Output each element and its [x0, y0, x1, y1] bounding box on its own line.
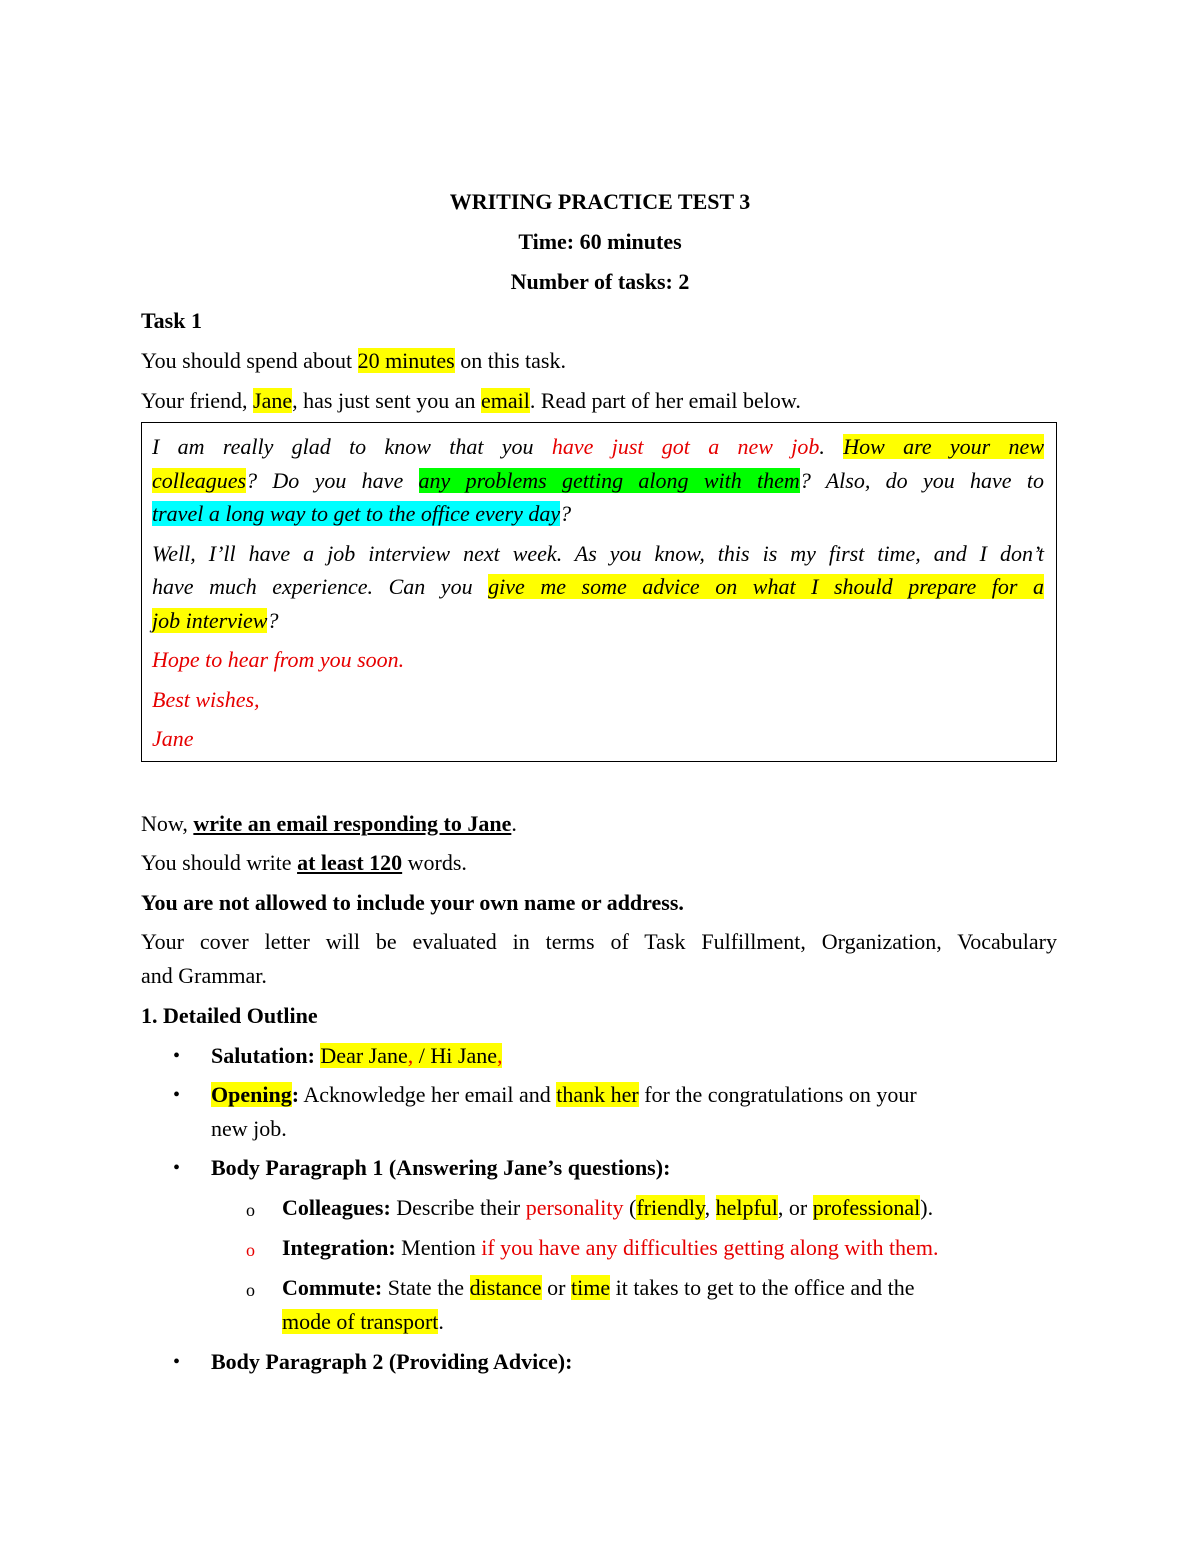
outline-heading: 1. Detailed Outline: [141, 1003, 318, 1028]
highlight-jane: Jane: [253, 388, 293, 413]
outline-commute: Commute: State the distance or time it takes to get to the office and the: [282, 1275, 915, 1300]
outline-salutation: Salutation: Dear Jane, / Hi Jane,: [211, 1043, 503, 1068]
email-line-4: Well, I’ll have a job interview next week. As you know, this is my first time, and I don’t: [152, 541, 1044, 566]
highlight-email: email: [480, 388, 530, 413]
email-closing: Hope to hear from you soon.: [152, 647, 405, 672]
cyan-highlight-commute: travel a long way to get to the office every day: [152, 501, 561, 526]
outline-opening-line2: new job.: [211, 1116, 287, 1141]
instruction-evaluation-line1: Your cover letter will be evaluated in terms of Task Fulfillment, Organization, Vocabulary: [141, 929, 1057, 954]
email-line-6: job interview?: [152, 608, 279, 633]
email-wishes: Best wishes,: [152, 687, 260, 712]
task-count: Number of tasks: 2: [510, 269, 690, 294]
email-line-5: have much experience. Can you give me some advice on what I should prepare for a: [152, 574, 1044, 599]
task1-heading: Task 1: [141, 308, 202, 333]
time-limit: Time: 60 minutes: [518, 229, 682, 254]
outline-opening: Opening: Acknowledge her email and thank her for the congratulations on your: [211, 1082, 917, 1107]
bullet-icon: •: [173, 1084, 181, 1106]
outline-colleagues: Colleagues: Describe their personality (friendly, helpful, or professional).: [282, 1195, 934, 1220]
outline-body2: Body Paragraph 2 (Providing Advice):: [211, 1349, 573, 1374]
circle-bullet-icon: o: [246, 1280, 255, 1300]
outline-body1: Body Paragraph 1 (Answering Jane’s questions):: [211, 1155, 671, 1180]
outline-commute-line2: mode of transport.: [282, 1309, 444, 1334]
instruction-write: Now, write an email responding to Jane.: [141, 811, 517, 836]
highlight-20-minutes: 20 minutes: [357, 348, 455, 373]
email-line-2: colleagues? Do you have any problems getting along with them? Also, do you have to: [152, 468, 1044, 493]
spend-time-line: You should spend about 20 minutes on this task.: [141, 348, 566, 373]
bullet-icon: •: [173, 1157, 181, 1179]
instruction-not-allowed: You are not allowed to include your own name or address.: [141, 890, 684, 915]
outline-integration: Integration: Mention if you have any difficulties getting along with them.: [282, 1235, 939, 1260]
bullet-icon: •: [173, 1045, 181, 1067]
instruction-evaluation-line2: and Grammar.: [141, 963, 267, 988]
email-line-1: I am really glad to know that you have just got a new job. How are your new: [152, 434, 1044, 459]
red-new-job: have just got a new job: [551, 434, 820, 459]
email-line-3: travel a long way to get to the office every day?: [152, 501, 572, 526]
bullet-icon: •: [173, 1351, 181, 1373]
page-title: WRITING PRACTICE TEST 3: [449, 189, 751, 214]
green-highlight-problems: any problems getting along with them: [418, 468, 800, 493]
circle-bullet-icon: o: [246, 1240, 255, 1260]
email-signature: Jane: [152, 726, 194, 751]
instruction-word-count: You should write at least 120 words.: [141, 850, 467, 875]
circle-bullet-icon: o: [246, 1200, 255, 1220]
friend-email-line: Your friend, Jane, has just sent you an email. Read part of her email below.: [141, 388, 801, 413]
